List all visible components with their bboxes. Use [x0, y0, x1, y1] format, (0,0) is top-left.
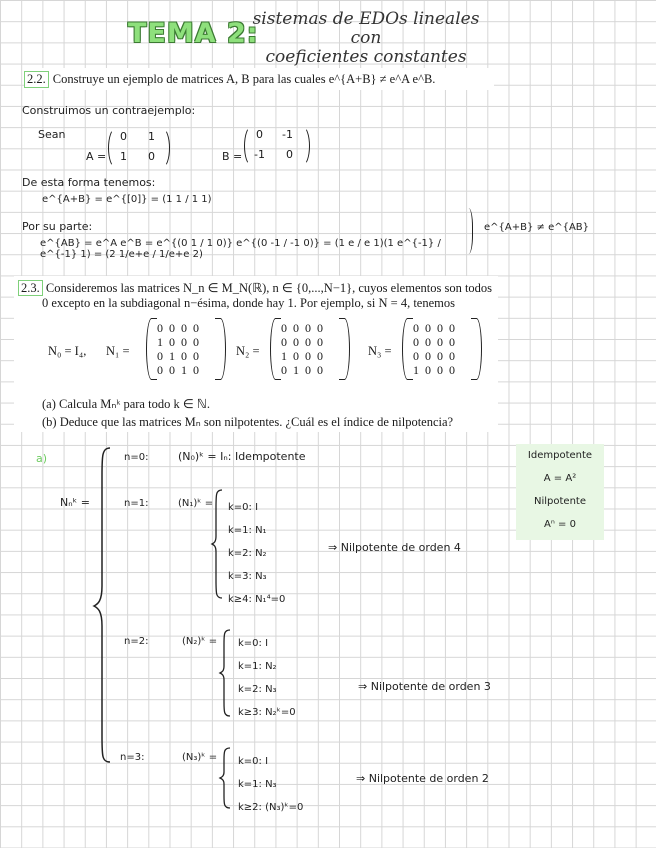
exp-product-line: e^{AB} = e^A e^B = e^{(0 1 / 1 0)} e^{(0 -1 / -1 0)} = (1 e / e 1)(1 e^{-1} / e^{-1} 1) = (2 1/e+e / 1/e+e 2) [40, 238, 441, 260]
exercise-text: Construye un ejemplo de matrices A, B para las cuales e^{A+B} ≠ e^A e^B. [52, 71, 436, 86]
cases-n1 [228, 496, 285, 611]
matrix-cell: 0 [120, 130, 127, 143]
matrix-cell: 1 [148, 130, 155, 143]
brace-n1 [210, 488, 224, 600]
case-line: k=3: N₃ [228, 571, 267, 582]
por-su-parte: Por su parte: [22, 220, 93, 233]
def-nilpotente: Nilpotente [534, 496, 586, 507]
right-paren [155, 128, 170, 168]
matrix-b-label: B = [222, 150, 243, 163]
case-n1: n=1: [124, 498, 149, 509]
case-n2-expr: (N₂)ᵏ = [182, 636, 218, 647]
definitions-box [516, 444, 604, 540]
case-line: k≥3: N₂ᵏ=0 [238, 707, 296, 718]
right-paren [295, 126, 310, 166]
matrix-cell: 0 [148, 150, 155, 163]
subtitle-line-1: sistemas de EDOs lineales con [252, 9, 480, 48]
counterexample-heading: Construimos un contraejemplo: [22, 104, 196, 117]
big-brace [92, 446, 114, 764]
matrix-row: 1 0 0 0 [281, 349, 323, 363]
case-n0: n=0: [124, 452, 149, 463]
matrix-row: 1 0 0 0 [157, 335, 199, 349]
matrix-n2 [270, 318, 350, 380]
n1-label: N₁ = [106, 344, 130, 358]
matrix-body [157, 321, 199, 377]
case-line: k≥4: N₁⁴=0 [228, 594, 286, 605]
brace-n3 [218, 746, 232, 810]
case-n2: n=2: [124, 636, 149, 647]
right-paren [471, 318, 482, 380]
matrix-row: 0 0 0 0 [157, 321, 199, 335]
matrix-row: 0 0 0 0 [413, 349, 455, 363]
matrix-row: 0 0 1 0 [157, 363, 199, 377]
case-line: k=0: I [238, 638, 269, 649]
de-esta-forma: De esta forma tenemos: [22, 176, 156, 189]
matrix-body [413, 321, 455, 377]
nk-label: Nₙᵏ = [60, 496, 91, 509]
right-paren [339, 318, 350, 380]
left-paren [402, 318, 413, 380]
nilpotent-order-4: ⇒ Nilpotente de orden 4 [328, 541, 461, 554]
matrix-row: 0 0 0 0 [413, 335, 455, 349]
exercise-number: 2.3. [18, 280, 43, 296]
matrix-n3 [402, 318, 482, 380]
matrix-b [244, 126, 310, 166]
exercise-2-3-block [14, 276, 498, 432]
n0-def: N₀ = I₄, [48, 344, 87, 358]
exercise-2-2-statement [24, 68, 494, 90]
closing-paren [462, 208, 473, 254]
case-line: k=1: N₁ [228, 525, 267, 536]
matrix-cell: 0 [256, 128, 263, 141]
tema-subtitle [246, 10, 486, 67]
exercise-text: Consideremos las matrices N_n ∈ M_N(ℝ), n ∈ {0,...,N−1}, cuyos elementos son todos [45, 281, 493, 295]
matrix-cell: 1 [120, 150, 127, 163]
left-paren [146, 318, 157, 380]
matrix-row: 0 1 0 0 [281, 363, 323, 377]
case-line: k=0: I [238, 756, 269, 767]
case-line: k=1: N₂ [238, 661, 277, 672]
exercise-2-3-line2: 0 excepto en la subdiagonal n−ésima, donde hay 1. Por ejemplo, si N = 4, tenemos [42, 296, 455, 310]
conclusion: e^{A+B} ≠ e^{AB} [484, 222, 590, 233]
subtitle-line-2: coeficientes constantes [265, 47, 467, 67]
n3-label: N₃ = [368, 344, 392, 358]
sean-label: Sean [38, 128, 66, 141]
matrix-cell: -1 [254, 148, 265, 161]
matrix-body [281, 321, 323, 377]
tema-title: TEMA 2: [128, 18, 259, 49]
case-line: k≥2: (N₃)ᵏ=0 [238, 802, 304, 813]
matrix-a [108, 128, 170, 168]
def-idempotente: Idempotente [527, 450, 593, 461]
question-b: (b) Deduce que las matrices Mₙ son nilpotentes. ¿Cuál es el índice de nilpotencia? [42, 415, 454, 429]
matrix-row: 0 0 0 0 [281, 335, 323, 349]
brace-n2 [218, 628, 232, 718]
cases-n2 [238, 632, 296, 724]
right-paren [215, 318, 226, 380]
exp-a-plus-b-line: e^{A+B} = e^{[0]} = (1 1 / 1 1) [42, 194, 212, 205]
nilpotent-order-2: ⇒ Nilpotente de orden 2 [356, 772, 489, 785]
matrix-row: 0 1 0 0 [157, 349, 199, 363]
matrix-cell: -1 [282, 128, 293, 141]
exercise-number: 2.2. [24, 71, 49, 88]
case-n3-expr: (N₃)ᵏ = [182, 752, 218, 763]
def-nilpotente-formula: Aⁿ = 0 [544, 519, 576, 530]
case-line: k=2: N₃ [238, 684, 277, 695]
matrix-cell: 0 [286, 148, 293, 161]
case-n0-expr: (N₀)ᵏ = Iₙ: Idempotente [178, 450, 306, 463]
matrix-row: 1 0 0 0 [413, 363, 455, 377]
left-paren [270, 318, 281, 380]
exercise-2-3-line1 [18, 280, 492, 296]
question-a: (a) Calcula Mₙᵏ para todo k ∈ ℕ. [42, 397, 210, 411]
case-line: k=2: N₂ [228, 548, 267, 559]
matrix-a-label: A = [86, 150, 107, 163]
nilpotent-order-3: ⇒ Nilpotente de orden 3 [358, 680, 491, 693]
case-n3: n=3: [120, 752, 145, 763]
case-line: k=0: I [228, 502, 259, 513]
cases-n3 [238, 750, 303, 819]
case-n1-expr: (N₁)ᵏ = [178, 498, 214, 509]
def-idempotente-formula: A = A² [543, 473, 577, 484]
matrix-n1 [146, 318, 226, 380]
case-line: k=1: N₃ [238, 779, 277, 790]
matrix-row: 0 0 0 0 [413, 321, 455, 335]
n2-label: N₂ = [236, 344, 260, 358]
answer-a-label: a) [36, 452, 48, 465]
matrix-row: 0 0 0 0 [281, 321, 323, 335]
